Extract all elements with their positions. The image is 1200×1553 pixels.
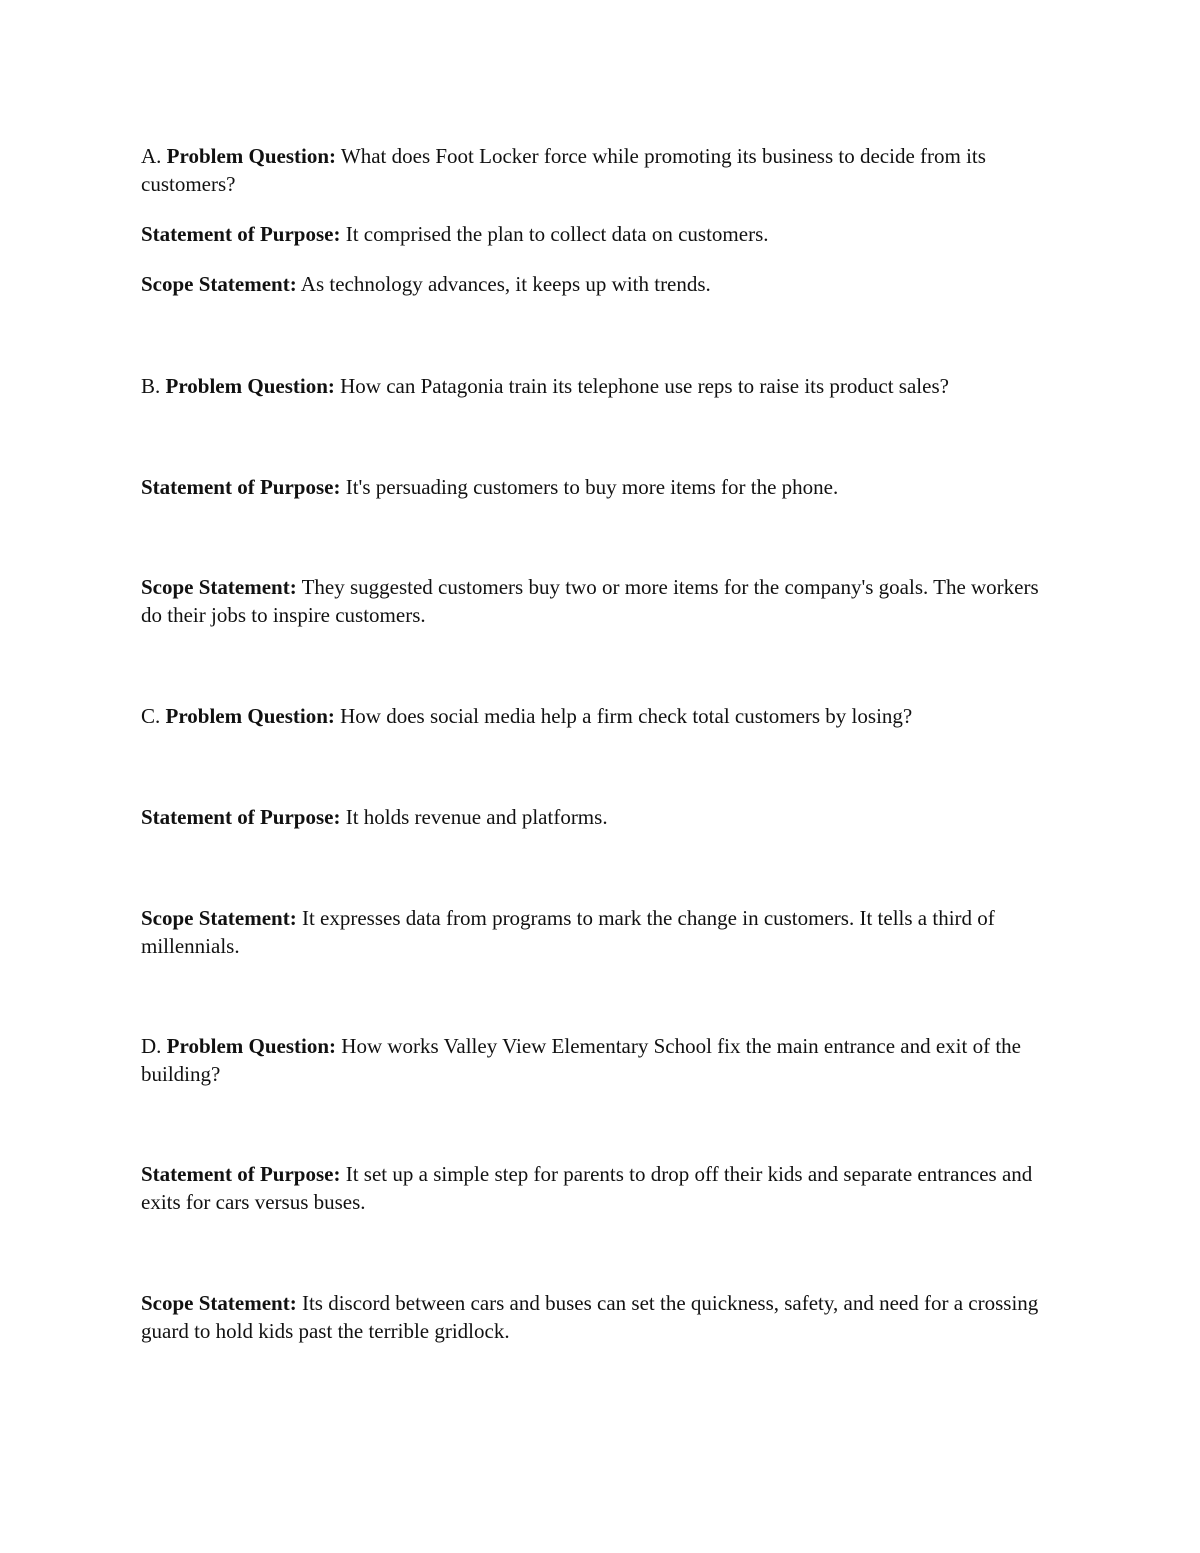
statement-of-purpose-text: It holds revenue and platforms. [340, 805, 608, 829]
statement-of-purpose-text: It's persuading customers to buy more items for the phone. [340, 475, 839, 499]
statement-of-purpose-label: Statement of Purpose: [141, 475, 341, 499]
scope-statement-label: Scope Statement: [141, 1291, 297, 1315]
problem-question-label: Problem Question: [165, 704, 335, 728]
problem-question-a [141, 142, 1061, 198]
scope-statement-text: They suggested customers buy two or more items for the company's goals. The workers do their jobs to inspire customers. [141, 575, 1039, 627]
problem-question-text: How works Valley View Elementary School fix the main entrance and exit of the building? [141, 1034, 1021, 1086]
statement-of-purpose-a [141, 220, 1061, 248]
scope-statement-text: It expresses data from programs to mark the change in customers. It tells a third of millennials. [141, 906, 995, 958]
statement-of-purpose-c [141, 803, 1061, 831]
scope-statement-text: Its discord between cars and buses can set the quickness, safety, and need for a crossing guard to hold kids past the terrible gridlock. [141, 1291, 1039, 1343]
statement-of-purpose-d [141, 1160, 1061, 1216]
scope-statement-label: Scope Statement: [141, 906, 297, 930]
section-prefix: C. [141, 704, 166, 728]
scope-statement-label: Scope Statement: [141, 272, 297, 296]
scope-statement-a [141, 270, 1061, 298]
problem-question-b [141, 372, 1061, 400]
scope-statement-text: As technology advances, it keeps up with trends. [296, 272, 711, 296]
problem-question-c [141, 702, 1061, 730]
problem-question-label: Problem Question: [165, 374, 335, 398]
problem-question-d [141, 1032, 1061, 1088]
statement-of-purpose-label: Statement of Purpose: [141, 1162, 341, 1186]
problem-question-text: How does social media help a firm check total customers by losing? [334, 704, 913, 728]
statement-of-purpose-text: It comprised the plan to collect data on customers. [340, 222, 769, 246]
section-prefix: B. [141, 374, 166, 398]
problem-question-text: What does Foot Locker force while promoting its business to decide from its customers? [141, 144, 986, 196]
section-prefix: A. [141, 144, 167, 168]
scope-statement-label: Scope Statement: [141, 575, 297, 599]
scope-statement-b [141, 573, 1061, 629]
problem-question-text: How can Patagonia train its telephone use reps to raise its product sales? [334, 374, 949, 398]
statement-of-purpose-b [141, 473, 1061, 501]
scope-statement-d [141, 1289, 1061, 1345]
section-prefix: D. [141, 1034, 167, 1058]
statement-of-purpose-label: Statement of Purpose: [141, 805, 341, 829]
problem-question-label: Problem Question: [166, 1034, 337, 1058]
statement-of-purpose-label: Statement of Purpose: [141, 222, 341, 246]
scope-statement-c [141, 904, 1061, 960]
statement-of-purpose-text: It set up a simple step for parents to drop off their kids and separate entrances and exits for cars versus buses. [141, 1162, 1033, 1214]
problem-question-label: Problem Question: [166, 144, 337, 168]
